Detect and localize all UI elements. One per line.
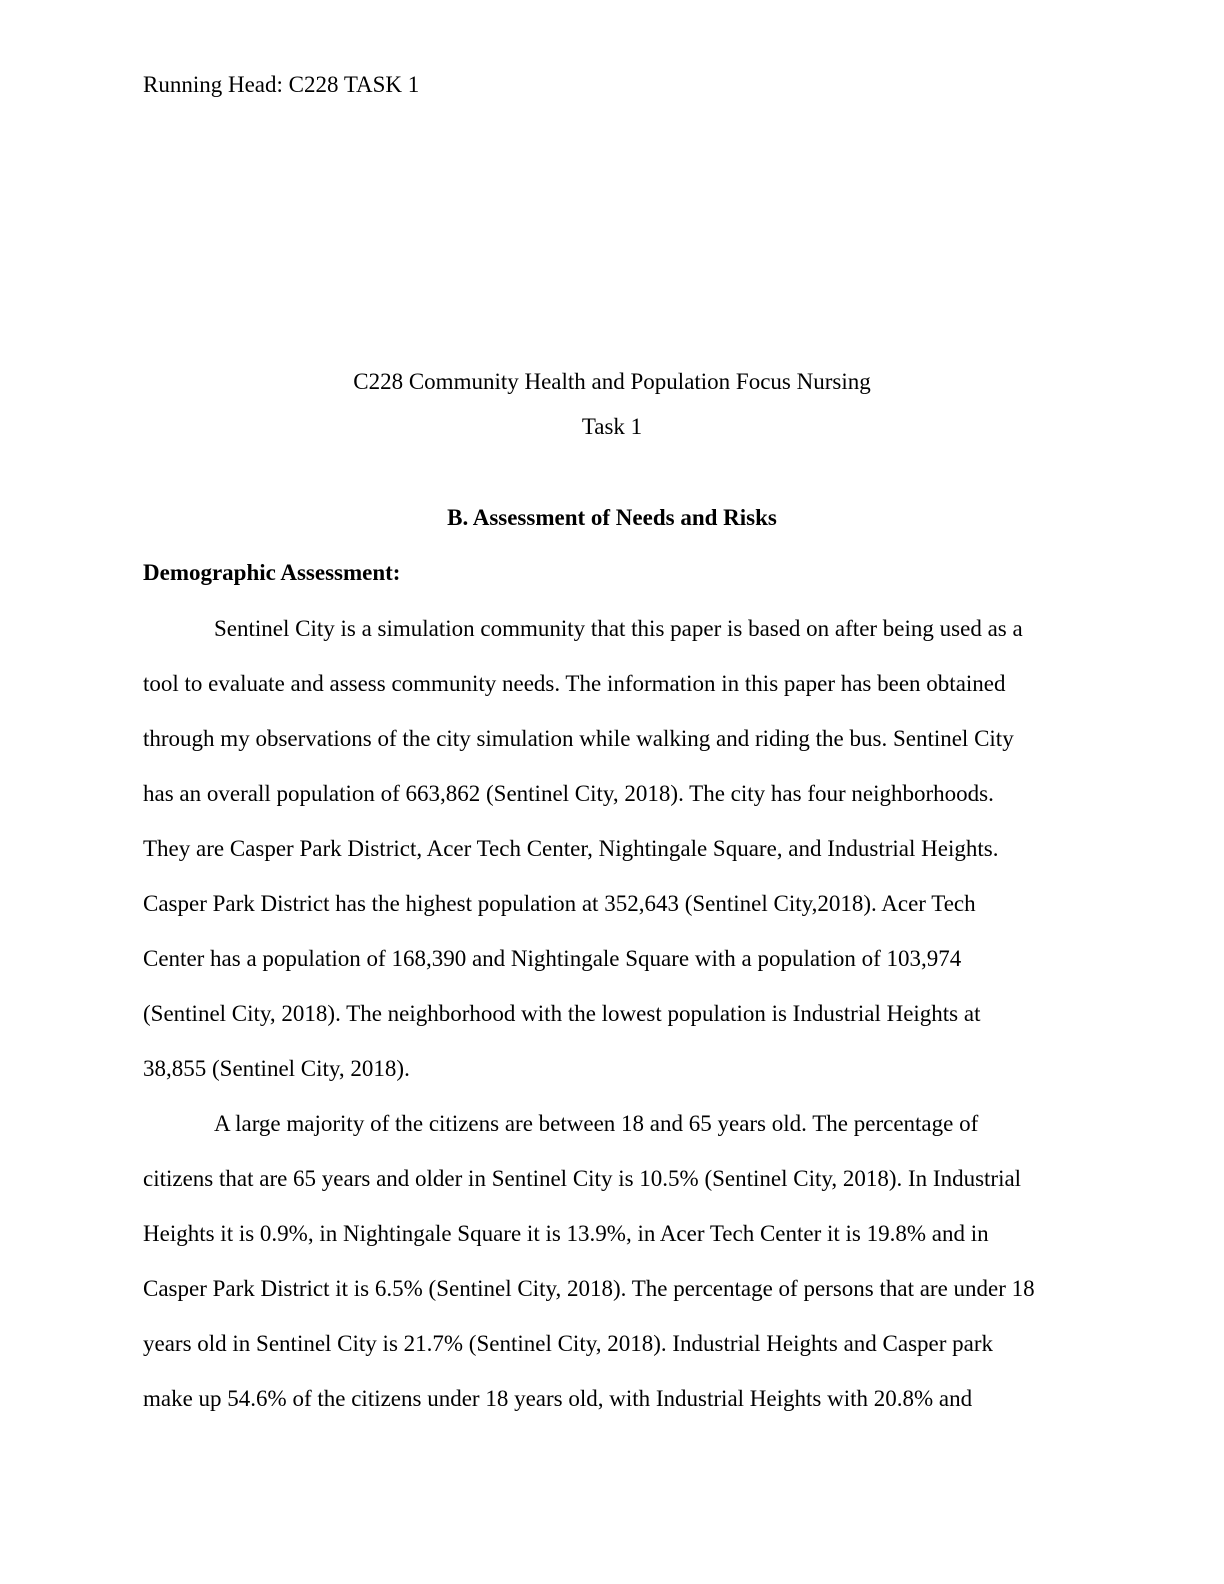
document-subtitle: Task 1 xyxy=(581,414,643,439)
paragraph-1-line: Sentinel City is a simulation community that this paper is based on after being used as a xyxy=(214,616,1023,641)
paragraph-2-line: Casper Park District it is 6.5% (Sentinel City, 2018). The percentage of persons that are under 18 xyxy=(143,1276,1035,1301)
paragraph-1-line: Casper Park District has the highest population at 352,643 (Sentinel City,2018). Acer Tech xyxy=(143,891,976,916)
paragraph-1-line: tool to evaluate and assess community needs. The information in this paper has been obtained xyxy=(143,671,1006,696)
sub-heading: Demographic Assessment: xyxy=(143,560,401,585)
document-title: C228 Community Health and Population Focus Nursing xyxy=(353,369,871,394)
section-heading: B. Assessment of Needs and Risks xyxy=(447,505,777,530)
paragraph-1-line: 38,855 (Sentinel City, 2018). xyxy=(143,1056,410,1081)
paragraph-2-line: citizens that are 65 years and older in Sentinel City is 10.5% (Sentinel City, 2018). In Industrial xyxy=(143,1166,1022,1191)
paragraph-1-line: Center has a population of 168,390 and Nightingale Square with a population of 103,974 xyxy=(143,946,962,971)
paragraph-1-line: (Sentinel City, 2018). The neighborhood with the lowest population is Industrial Heights at xyxy=(143,1001,981,1026)
paragraph-1-line: has an overall population of 663,862 (Sentinel City, 2018). The city has four neighborhoods. xyxy=(143,781,994,806)
paragraph-1-line: through my observations of the city simulation while walking and riding the bus. Sentinel City xyxy=(143,726,1014,751)
paragraph-2-line: years old in Sentinel City is 21.7% (Sentinel City, 2018). Industrial Heights and Casper park xyxy=(143,1331,994,1356)
paragraph-2-line: make up 54.6% of the citizens under 18 years old, with Industrial Heights with 20.8% and xyxy=(143,1386,973,1411)
paragraph-2-line: A large majority of the citizens are between 18 and 65 years old. The percentage of xyxy=(214,1111,979,1136)
paragraph-2-line: Heights it is 0.9%, in Nightingale Square it is 13.9%, in Acer Tech Center it is 19.8% and in xyxy=(143,1221,989,1246)
paragraph-1-line: They are Casper Park District, Acer Tech Center, Nightingale Square, and Industrial Heights. xyxy=(143,836,999,861)
running-head: Running Head: C228 TASK 1 xyxy=(143,72,420,97)
